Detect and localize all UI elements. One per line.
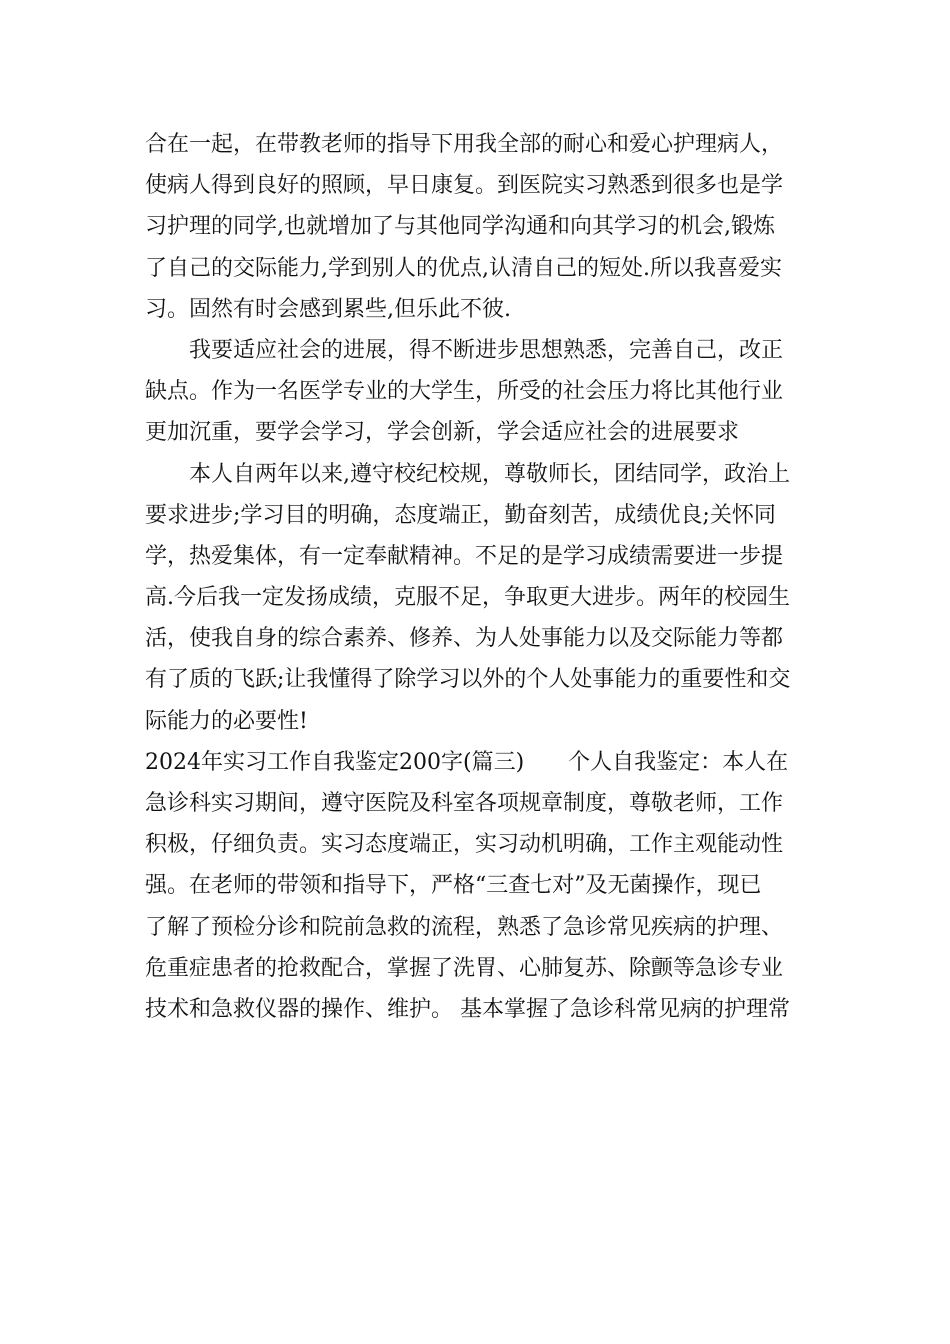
text-line: 缺点。作为一名医学专业的大学生，所受的社会压力将比其他行业 xyxy=(145,379,784,405)
text-line: 有了质的飞跃;让我懂得了除学习以外的个人处事能力的重要性和交 xyxy=(145,667,791,693)
text-line: 学，热爱集体，有一定奉献精神。不足的是学习成绩需要进一步提 xyxy=(145,543,784,569)
text-line: 了自己的交际能力,学到别人的优点,认清自己的短处.所以我喜爱实 xyxy=(145,255,782,281)
text-line: 使病人得到良好的照顾，早日康复。到医院实习熟悉到很多也是学 xyxy=(145,173,784,199)
paragraph-start-line: 我要适应社会的进展，得不断进步思想熟悉，完善自己，改正 xyxy=(189,337,784,363)
document-body xyxy=(145,124,815,1030)
text-line: 合在一起，在带教老师的指导下用我全部的耐心和爱心护理病人， xyxy=(145,132,784,157)
text-line: 技术和急救仪器的操作、维护。 基本掌握了急诊科常见病的护理常 xyxy=(145,996,790,1022)
text-line: 更加沉重，要学会学习，学会创新，学会适应社会的进展要求 xyxy=(145,420,740,446)
text-line: 高.今后我一定发扬成绩，克服不足，争取更大进步。两年的校园生 xyxy=(145,585,790,611)
text-line: 要求进步;学习目的明确，态度端正，勤奋刻苦，成绩优良;关怀同 xyxy=(145,502,776,528)
text-line: 活，使我自身的综合素养、修养、为人处事能力以及交际能力等都 xyxy=(145,626,784,652)
section-heading-line: 2024年实习工作自我鉴定200字(篇三) 个人自我鉴定：本人在 xyxy=(145,749,789,775)
text-line: 积极，仔细负责。实习态度端正，实习动机明确，工作主观能动性 xyxy=(145,832,784,858)
paragraph-start-line: 本人自两年以来,遵守校纪校规，尊敬师长，团结同学，政治上 xyxy=(189,461,790,487)
text-line: 了解了预检分诊和院前急救的流程，熟悉了急诊常见疾病的护理、 xyxy=(145,914,784,940)
text-line: 急诊科实习期间，遵守医院及科室各项规章制度，尊敬老师，工作 xyxy=(145,791,784,816)
text-line: 习。固然有时会感到累些,但乐此不彼. xyxy=(145,296,511,322)
text-line: 习护理的同学,也就增加了与其他同学沟通和向其学习的机会,锻炼 xyxy=(145,214,775,240)
text-line: 强。在老师的带领和指导下，严格“三查七对”及无菌操作，现已 xyxy=(145,873,762,899)
text-line: 危重症患者的抢救配合，掌握了洗胃、心肺复苏、除颤等急诊专业 xyxy=(145,955,784,981)
text-line: 际能力的必要性! xyxy=(145,708,308,734)
